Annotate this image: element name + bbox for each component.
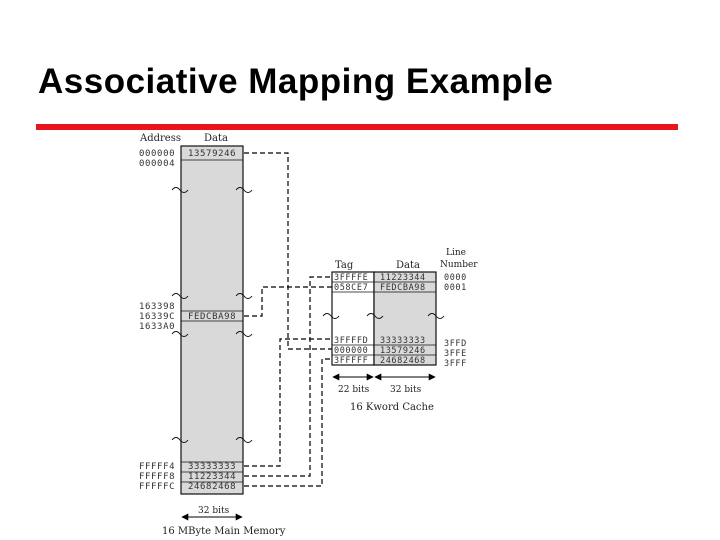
cache-data-width-label: 32 bits — [390, 385, 422, 395]
main-memory-address: 000000 — [139, 149, 176, 159]
cache-line-header: Line — [446, 248, 466, 258]
cache-data-value: FEDCBA98 — [380, 283, 426, 293]
cache-data-header: Data — [396, 260, 420, 271]
main-memory-data-header: Data — [204, 133, 228, 144]
cache-tag-value: 3FFFFD — [334, 336, 369, 346]
mapping-connectors — [244, 153, 332, 486]
cache-line-number: 3FFF — [444, 359, 467, 369]
main-memory-caption: 16 MByte Main Memory — [162, 526, 286, 537]
cache-data-value: 11223344 — [380, 273, 426, 283]
mapping-line — [244, 153, 332, 349]
cache-line-header: Number — [440, 260, 478, 270]
cache-line-number: 0000 — [444, 273, 467, 283]
cache-tag-value: 058CE7 — [334, 283, 369, 293]
cache-caption: 16 Kword Cache — [350, 402, 434, 413]
main-memory-data-value: 33333333 — [188, 462, 237, 472]
main-memory-data-value: 24682468 — [188, 482, 237, 492]
main-memory-address: 000004 — [139, 159, 176, 169]
main-memory-address: FFFFFC — [139, 482, 176, 492]
main-memory-data-value: FEDCBA98 — [188, 312, 237, 322]
main-memory-address: 16339C — [139, 312, 176, 322]
cache-tag-value: 3FFFFE — [334, 273, 369, 283]
main-memory-address: 1633A0 — [139, 322, 176, 332]
cache-line-number: 0001 — [444, 283, 467, 293]
main-memory-data-value: 13579246 — [188, 149, 237, 159]
main-memory-data-value: 11223344 — [188, 472, 237, 482]
mapping-line — [244, 277, 332, 476]
main-memory-address: FFFFF8 — [139, 472, 176, 482]
slide-title: Associative Mapping Example — [38, 62, 554, 101]
main-memory-address-header: Address — [140, 133, 181, 144]
cache-tag-width-label: 22 bits — [338, 385, 370, 395]
cache-tag-value: 3FFFFF — [334, 356, 369, 366]
main-memory-address: FFFFF4 — [139, 462, 176, 472]
cache-data-value: 13579246 — [380, 346, 426, 356]
cache-tag-header: Tag — [335, 260, 354, 271]
main-memory-address: 163398 — [139, 302, 176, 312]
cache-tag-value: 000000 — [334, 346, 369, 356]
mapping-line — [244, 359, 332, 486]
cache-data-value: 24682468 — [380, 356, 426, 366]
mapping-line — [244, 339, 332, 466]
cache — [323, 248, 478, 413]
cache-line-number: 3FFD — [444, 339, 467, 349]
main-memory-width-label: 32 bits — [198, 506, 230, 516]
cache-line-number: 3FFE — [444, 349, 467, 359]
cache-data-value: 33333333 — [380, 336, 426, 346]
